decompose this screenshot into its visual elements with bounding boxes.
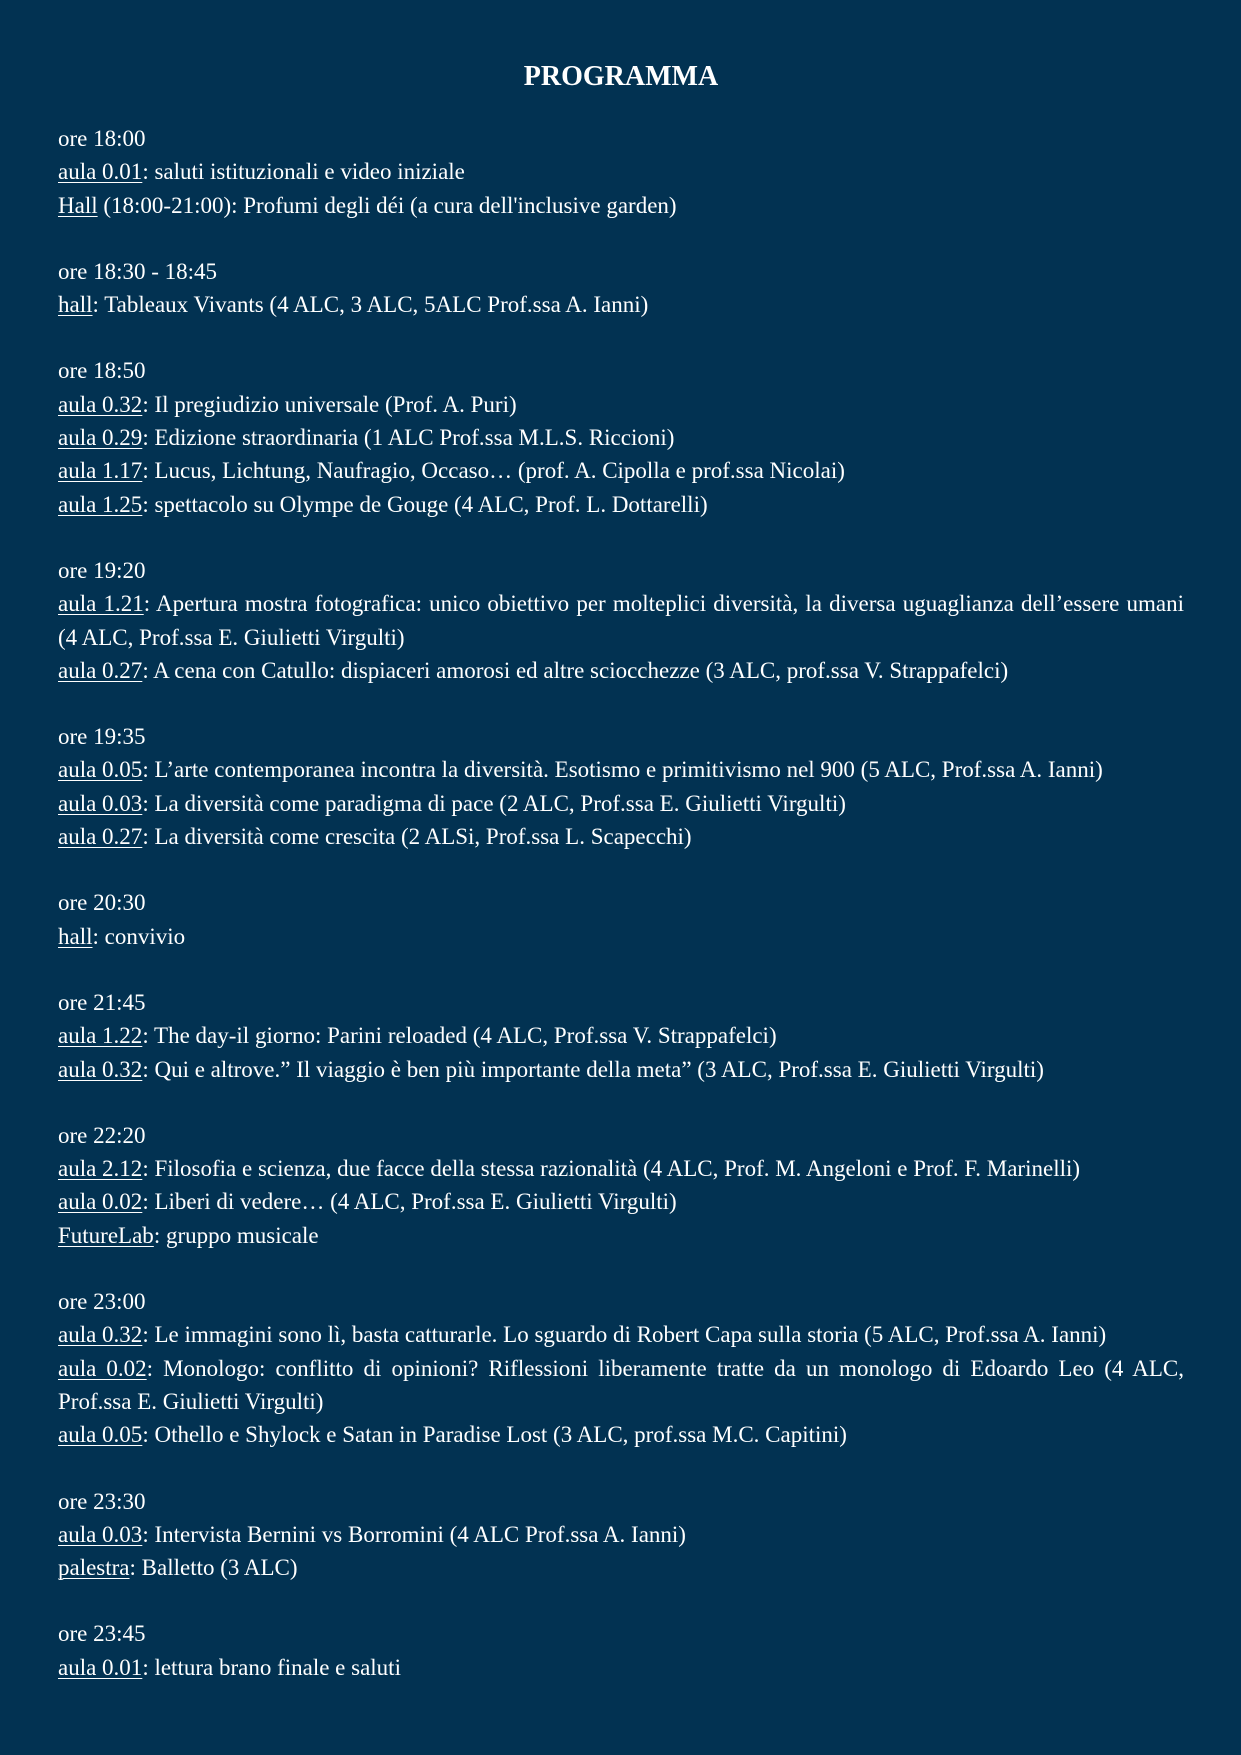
room-link: aula 0.03 [58,1521,143,1547]
room-link: aula 0.01 [58,159,143,185]
time-label: ore 22:20 [58,1122,146,1148]
room-link: aula 0.01 [58,1654,143,1680]
event-entry [58,155,1184,188]
event-entry [58,787,1184,820]
room-link: aula 0.27 [58,657,143,683]
event-entry [58,1352,1184,1419]
room-link: aula 0.27 [58,824,143,850]
room-link: aula 0.32 [58,391,143,417]
event-description: : convivio [92,923,186,949]
time-label: ore 18:50 [58,358,146,384]
room-link: hall [58,292,93,318]
event-description: : The day-il giorno: Parini reloaded (4 ALC, Prof.ssa V. Strappafelci) [142,1023,777,1049]
time-slot [58,1285,1184,1451]
time-slot [58,886,1184,953]
event-entry [58,454,1184,487]
room-link: aula 1.25 [58,491,143,517]
event-entry [58,1185,1184,1218]
time-label: ore 23:00 [58,1289,146,1315]
event-description: : A cena con Catullo: dispiaceri amorosi ed altre sciocchezze (3 ALC, prof.ssa V. Strappafelci) [142,657,1009,683]
time-slot [58,1119,1184,1252]
room-link: aula 0.05 [58,757,143,783]
event-entry [58,1219,1184,1252]
event-entry [58,920,1184,953]
event-entry [58,1152,1184,1185]
room-link: aula 0.03 [58,790,143,816]
event-description: : La diversità come paradigma di pace (2 ALC, Prof.ssa E. Giulietti Virgulti) [142,790,846,816]
time-label: ore 20:30 [58,890,146,916]
event-entry [58,421,1184,454]
room-link: aula 1.22 [58,1023,143,1049]
time-label: ore 18:30 - 18:45 [58,258,218,284]
event-entry [58,1651,1184,1684]
room-link: aula 0.29 [58,425,143,451]
room-link: palestra [58,1555,130,1581]
event-entry [58,388,1184,421]
event-entry [58,1518,1184,1551]
event-entry [58,1318,1184,1351]
event-entry [58,1551,1184,1584]
room-link: Hall [58,192,98,218]
programme-document [58,58,1184,1717]
time-slot [58,554,1184,687]
time-label: ore 21:45 [58,989,146,1015]
room-link: aula 2.12 [58,1156,143,1182]
event-description: : Le immagini sono lì, basta catturarle. Lo sguardo di Robert Capa sulla storia (5 ALC, Prof.ssa A. Ianni) [142,1322,1107,1348]
event-entry [58,488,1184,521]
event-description: : saluti istituzionali e video iniziale [142,159,465,185]
page-title: PROGRAMMA [523,61,719,92]
time-label: ore 23:30 [58,1488,146,1514]
event-entry [58,1418,1184,1451]
event-entry [58,753,1184,786]
event-description: : Tableaux Vivants (4 ALC, 3 ALC, 5ALC Prof.ssa A. Ianni) [92,292,649,318]
room-link: aula 0.32 [58,1322,143,1348]
event-description: : Apertura mostra fotografica: unico obiettivo per molteplici diversità, la diversa uguaglianza dell’essere umani (4 ALC, Prof.ssa E. Giulietti Virgulti) [58,591,1185,650]
event-description: : L’arte contemporanea incontra la diversità. Esotismo e primitivismo nel 900 (5 ALC, Prof.ssa A. Ianni) [142,757,1103,783]
event-description: : Edizione straordinaria (1 ALC Prof.ssa M.L.S. Riccioni) [142,425,675,451]
room-link: FutureLab [58,1222,154,1248]
time-label: ore 18:00 [58,126,146,151]
room-link: hall [58,923,93,949]
event-description: : Qui e altrove.” Il viaggio è ben più importante della meta” (3 ALC, Prof.ssa E. Giulietti Virgulti) [142,1056,1044,1082]
time-slot [58,986,1184,1086]
event-entry [58,1053,1184,1086]
room-link: aula 0.02 [58,1189,143,1215]
time-label: ore 23:45 [58,1621,146,1647]
time-slot [58,1485,1184,1585]
room-link: aula 0.05 [58,1422,143,1448]
room-link: aula 1.17 [58,458,143,484]
event-entry [58,288,1184,321]
time-label: ore 19:35 [58,724,146,750]
event-entry [58,820,1184,853]
schedule-list [58,122,1184,1684]
time-slot [58,1617,1184,1684]
event-description: : spettacolo su Olympe de Gouge (4 ALC, Prof. L. Dottarelli) [142,491,708,517]
room-link: aula 1.21 [58,591,144,617]
event-description: : Filosofia e scienza, due facce della stessa razionalità (4 ALC, Prof. M. Angeloni e Prof. F. Marinelli) [142,1156,1081,1182]
event-description: : Monologo: conflitto di opinioni? Riflessioni liberamente tratte da un monologo di Edoardo Leo (4 ALC, Prof.ssa E. Giulietti Virgulti) [58,1355,1185,1414]
event-description: : Balletto (3 ALC) [129,1555,298,1581]
event-description: : Intervista Bernini vs Borromini (4 ALC Prof.ssa A. Ianni) [142,1521,686,1547]
time-slot [58,720,1184,853]
event-description: : gruppo musicale [153,1222,319,1248]
time-slot [58,354,1184,520]
event-entry [58,587,1184,654]
event-description: (18:00-21:00): Profumi degli déi (a cura dell'inclusive garden) [97,192,677,218]
room-link: aula 0.02 [58,1355,147,1381]
event-description: : Othello e Shylock e Satan in Paradise Lost (3 ALC, prof.ssa M.C. Capitini) [142,1422,847,1448]
event-entry [58,189,1184,222]
event-entry [58,654,1184,687]
room-link: aula 0.32 [58,1056,143,1082]
event-entry [58,1019,1184,1052]
time-slot [58,122,1184,222]
event-description: : lettura brano finale e saluti [142,1654,401,1680]
event-description: : La diversità come crescita (2 ALSi, Prof.ssa L. Scapecchi) [142,824,692,850]
event-description: : Lucus, Lichtung, Naufragio, Occaso… (prof. A. Cipolla e prof.ssa Nicolai) [142,458,845,484]
time-label: ore 19:20 [58,557,146,583]
time-slot [58,255,1184,322]
event-description: : Liberi di vedere… (4 ALC, Prof.ssa E. Giulietti Virgulti) [142,1189,677,1215]
event-description: : Il pregiudizio universale (Prof. A. Puri) [142,391,517,417]
